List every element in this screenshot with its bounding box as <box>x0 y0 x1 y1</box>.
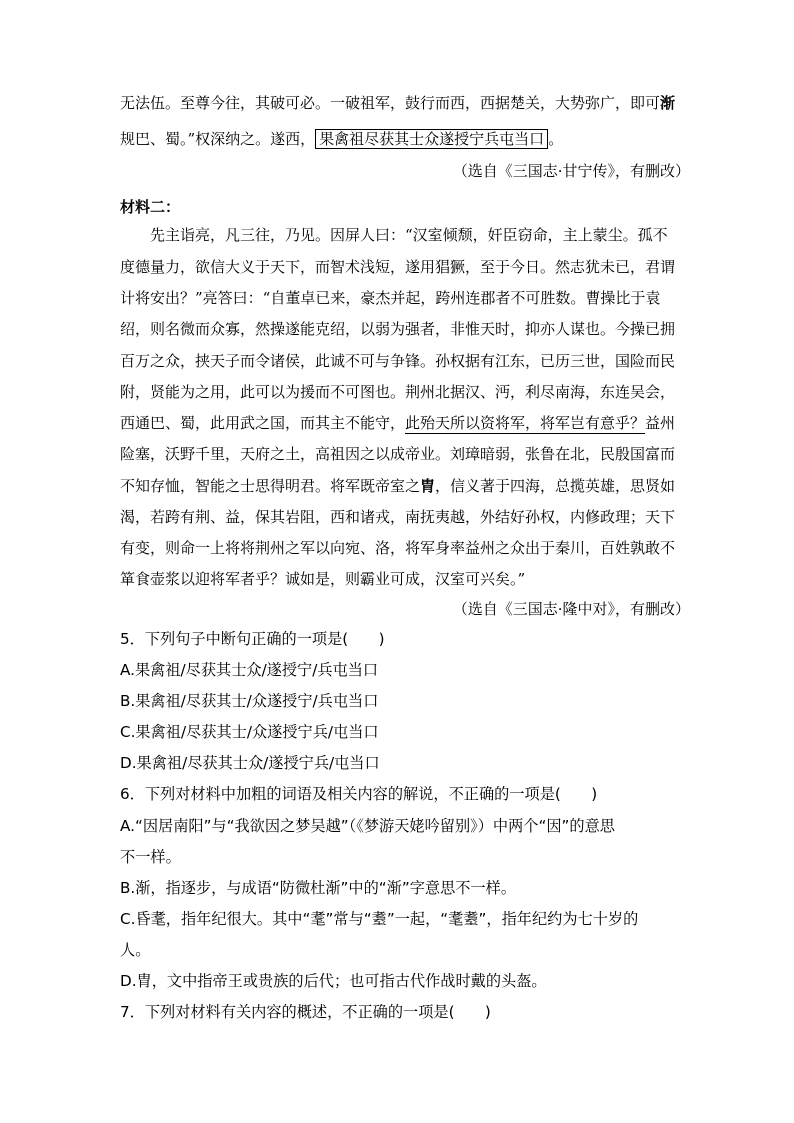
question-5-option-c: C.果禽祖/尽获其士/众遂授宁兵/屯当口 <box>120 723 379 741</box>
material2-line-10: 渴，若跨有荆、益，保其岩阻，西和诸戎，南抚夷越，外结好孙权，内修政理；天下 <box>120 508 676 526</box>
material2-line-8: 险塞，沃野千里，天府之土，高祖因之以成帝业。刘璋暗弱，张鲁在北，民殷国富而 <box>120 445 676 463</box>
material2-line-9 <box>120 475 690 497</box>
text-run: 。 <box>548 130 564 148</box>
text-run: 无法伍。至尊今往，其破可必。一破祖军，鼓行而西，西据楚关，大势弥广，即可 <box>120 94 661 112</box>
material2-line-2: 度德量力，欲信大义于天下，而智术浅短，遂用猖獗，至于今日。然志犹未已，君谓 <box>120 258 676 276</box>
material2-line-12: 箪食壶浆以迎将军者乎？诚如是，则霸业可成，汉室可兴矣。” <box>120 570 526 588</box>
question-6-option-c-line-1: C.昏耄，指年纪很大。其中“耄”常与“耋”一起，“耄耋”，指年纪约为七十岁的 <box>120 910 639 928</box>
material1-line-2 <box>120 128 690 150</box>
question-5-option-a: A.果禽祖/尽获其士众/遂授宁/兵屯当口 <box>120 661 379 679</box>
question-7-stem: 7．下列对材料有关内容的概述，不正确的一项是( ) <box>120 1003 491 1021</box>
text-run: 益州 <box>645 414 676 432</box>
question-6-stem: 6．下列对材料中加粗的词语及相关内容的解说，不正确的一项是( ) <box>120 785 598 803</box>
material2-source: （选自《三国志·隆中对》，有删改） <box>452 600 690 618</box>
question-6-option-a-line-2: 不一样。 <box>120 848 181 866</box>
question-6-option-a-line-1: A.“因居南阳”与“我欲因之梦吴越”（《梦游天姥吟留别》）中两个“因”的意思 <box>120 817 615 835</box>
material2-heading: 材料二： <box>120 198 181 216</box>
underlined-sentence: 此殆天所以资将军，将军岂有意乎？ <box>405 414 646 432</box>
question-5-stem: 5．下列句子中断句正确的一项是( ) <box>120 630 385 648</box>
material2-line-4: 绍，则名微而众寡，然操遂能克绍，以弱为强者，非惟天时，抑亦人谋也。今操已拥 <box>120 320 676 338</box>
text-run: 规巴、蜀。”权深纳之。遂西， <box>120 130 316 148</box>
material2-line-7 <box>120 412 690 434</box>
material1-source: （选自《三国志·甘宁传》，有删改） <box>452 162 690 180</box>
question-5-option-d: D.果禽祖/尽获其士众/遂授宁兵/屯当口 <box>120 754 380 772</box>
boxed-sentence: 果禽祖尽获其士众遂授宁兵屯当口 <box>315 129 548 149</box>
question-6-option-b: B.渐，指逐步，与成语“防微杜渐”中的“渐”字意思不一样。 <box>120 879 517 897</box>
material1-line-1 <box>120 92 690 114</box>
text-run: 不知存恤，智能之士思得明君。将军既帝室之 <box>120 477 421 495</box>
material2-line-1: 先主诣亮，凡三往，乃见。因屏人曰：“汉室倾颓，奸臣窃命，主上蒙尘。孤不 <box>150 226 668 244</box>
text-run: 西通巴、蜀，此用武之国，而其主不能守， <box>120 414 406 432</box>
question-5-option-b: B.果禽祖/尽获其士/众遂授宁/兵屯当口 <box>120 692 379 710</box>
text-run: ，信义著于四海，总揽英雄，思贤如 <box>435 477 676 495</box>
question-6-option-d: D.胄，文中指帝王或贵族的后代；也可指古代作战时戴的头盔。 <box>120 972 547 990</box>
material2-line-3: 计将安出？”亮答曰：“自董卓已来，豪杰并起，跨州连郡者不可胜数。曹操比于袁 <box>120 289 661 307</box>
material2-line-6: 附，贤能为之用，此可以为援而不可图也。荆州北据汉、沔，利尽南海，东连吴会， <box>120 383 676 401</box>
material2-line-5: 百万之众，挟天子而令诸侯，此诚不可与争锋。孙权据有江东，已历三世，国险而民 <box>120 352 676 370</box>
bold-word: 渐 <box>660 94 676 112</box>
material2-line-11: 有变，则命一上将将荆州之军以向宛、洛，将军身率益州之众出于秦川，百姓孰敢不 <box>120 539 676 557</box>
bold-word: 胄 <box>420 477 436 495</box>
question-6-option-c-line-2: 人。 <box>120 941 151 959</box>
